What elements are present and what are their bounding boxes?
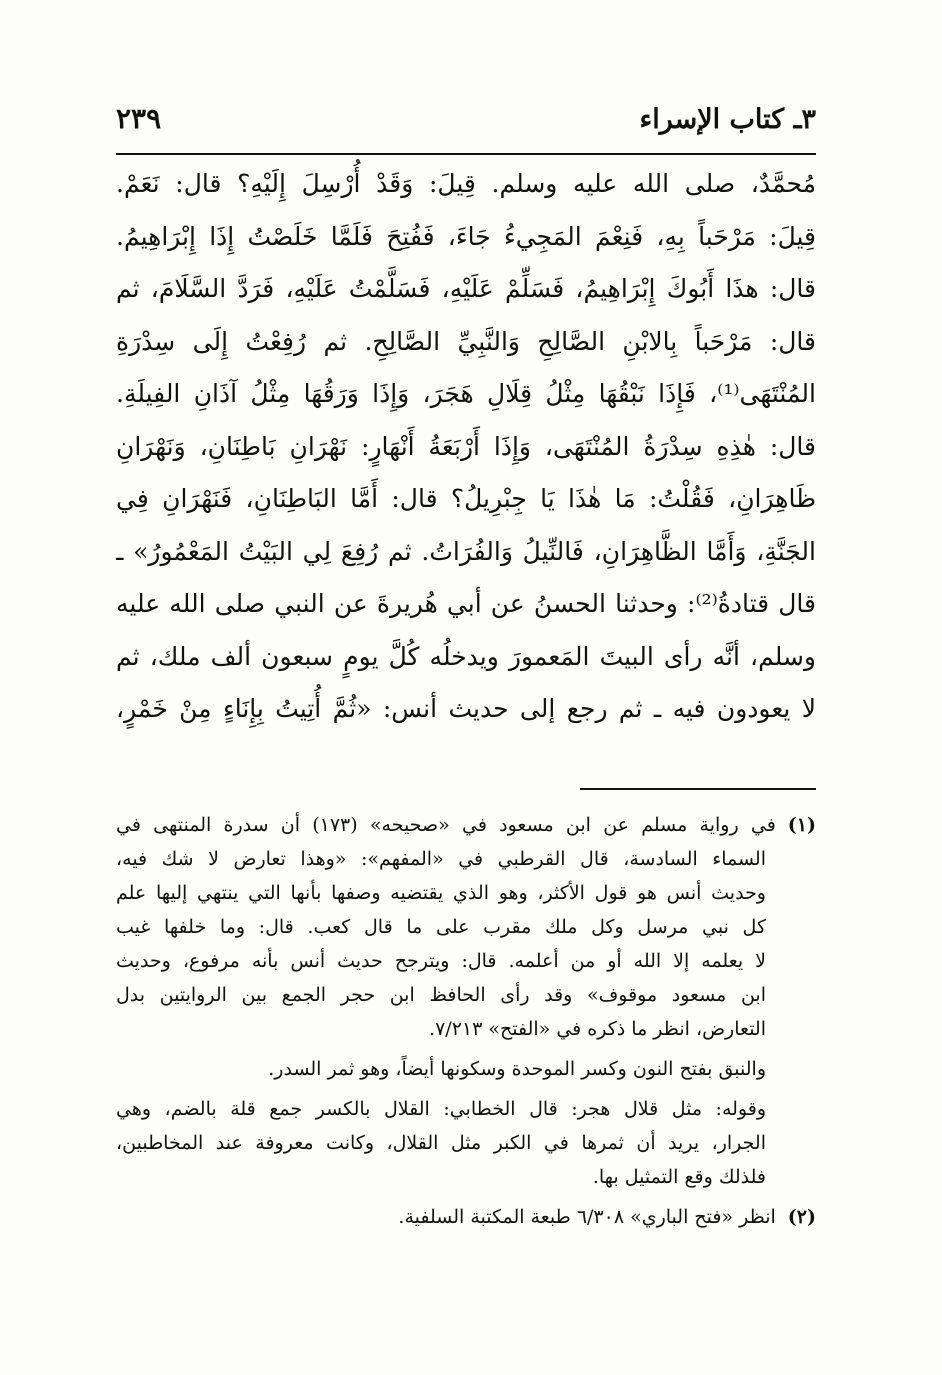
text-line: قال قتادةُ⁽²⁾: وحدثنا الحسنُ عن أبي هُريرةَ عن النبي صلى الله عليه	[116, 589, 816, 618]
text-line: قال: هٰذِهِ سِدْرَةُ المُنْتَهَى، وَإِذَا أَرْبَعَةُ أَنْهَارٍ: نَهْرَانِ بَاطِنَانِ، وَنَهْرَانِ	[116, 431, 816, 461]
footnote-line: وقوله: مثل قلال هجر: قال الخطابي: القلال بالكسر جمع قلة بالضم، وهي	[116, 1098, 766, 1120]
footnote-line: فلذلك وقع التمثيل بها.	[592, 1166, 766, 1188]
text-line: لا يعودون فيه ـ ثم رجع إلى حديث أنس: «ثُمَّ أُتِيتُ بِإِنَاءٍ مِنْ خَمْرٍ،	[116, 694, 816, 723]
footnote-line: لا يعلمه إلا الله أو من أعلمه. قال: ويترجح حديث أنس بأنه مرفوع، وحديث	[116, 950, 766, 972]
footnotes-section	[116, 808, 816, 1240]
footnote-number: (١)	[787, 814, 816, 836]
footnote-text: انظر «فتح الباري» ٦/٣٠٨ طبعة المكتبة السلفية.	[398, 1206, 776, 1228]
footnote-1	[116, 808, 816, 1046]
footnote-2	[116, 1200, 816, 1234]
text-line: الجَنَّةِ، وَأَمَّا الظَّاهِرَانِ، فَالنِّيلُ وَالفُرَاتُ. ثم رُفِعَ لِي البَيْتُ المَعْمُورُ» ـ	[116, 536, 816, 566]
footnote-line: وحديث أنس هو قول الأكثر، وهو الذي يقتضيه وصفها بأنها التي ينتهي إليها علم	[116, 882, 766, 904]
page-header	[116, 100, 816, 140]
footnote-line: الجرار، يريد أن ثمرها في الكبر مثل القلال، وكانت معروفة عند المخاطبين،	[116, 1132, 766, 1154]
footnote-line: ابن مسعود موقوف» وقد رأى الحافظ ابن حجر الجمع بين الروايتين بدل	[116, 984, 766, 1006]
text-line: وسلم، أنَّه رأى البيتَ المَعمورَ ويدخلُه كُلَّ يومٍ سبعون ألف ملك، ثم	[116, 641, 816, 671]
main-text-body	[116, 158, 816, 736]
page-number: ٢٣٩	[116, 102, 162, 135]
footnote-line: التعارض، انظر ما ذكره في «الفتح» ٧/٢١٣.	[429, 1018, 766, 1040]
footnote-divider	[580, 788, 816, 790]
text-line: مُحمَّدٌ، صلى الله عليه وسلم. قِيلَ: وَقَدْ أُرْسِلَ إِلَيْهِ؟ قال: نَعَمْ.	[116, 169, 816, 198]
footnote-line: كل نبي مرسل وكل ملك مقرب على ما قال كعب. قال: وما خلفها غيب	[116, 916, 766, 938]
text-line: قال: هذَا أَبُوكَ إِبْرَاهِيمُ، فَسَلِّمْ عَلَيْهِ، فَسَلَّمْتُ عَلَيْهِ، فَرَدَّ السَّلَامَ، ثم	[116, 274, 816, 303]
footnote-line	[116, 1200, 816, 1234]
text-line: المُنْتَهَى⁽¹⁾، فَإِذَا نَبْقُهَا مِثْلُ قِلَالِ هَجَرَ، وَإِذَا وَرَقُهَا مِثْلُ آذَانِ الفِيلَةِ.	[116, 379, 816, 408]
footnote-line	[116, 808, 816, 842]
chapter-title: ٣ـ كتاب الإسراء	[639, 104, 816, 135]
header-divider	[116, 153, 816, 155]
text-line: قِيلَ: مَرْحَباً بِهِ، فَنِعْمَ المَجِيءُ جَاءَ، فَفُتِحَ فَلَمَّا خَلَصْتُ إِذَا إِبْرَاهِيمُ.	[116, 221, 816, 251]
footnote-number: (٢)	[787, 1206, 816, 1228]
text-line: ظَاهِرَانِ، فَقُلْتُ: مَا هٰذَا يَا جِبْرِيلُ؟ قال: أَمَّا البَاطِنَانِ، فَنَهْرَانِ فِي	[116, 484, 816, 513]
text-line: قال: مَرْحَباً بِالابْنِ الصَّالِحِ وَالنَّبِيِّ الصَّالِحِ. ثم رُفِعْتُ إِلَى سِدْرَةِ	[116, 326, 816, 356]
footnote-line: السماء السادسة، قال القرطبي في «المفهم»: «وهذا تعارض لا شك فيه،	[116, 848, 766, 870]
footnote-text: في رواية مسلم عن ابن مسعود في «صحيحه» (١٧٣) أن سدرة المنتهى في	[116, 814, 776, 836]
footnote-1-note-nabq	[116, 1052, 816, 1086]
footnote-line: والنبق بفتح النون وكسر الموحدة وسكونها أيضاً، وهو ثمر السدر.	[268, 1058, 766, 1080]
footnote-1-note-qilal	[116, 1092, 816, 1194]
